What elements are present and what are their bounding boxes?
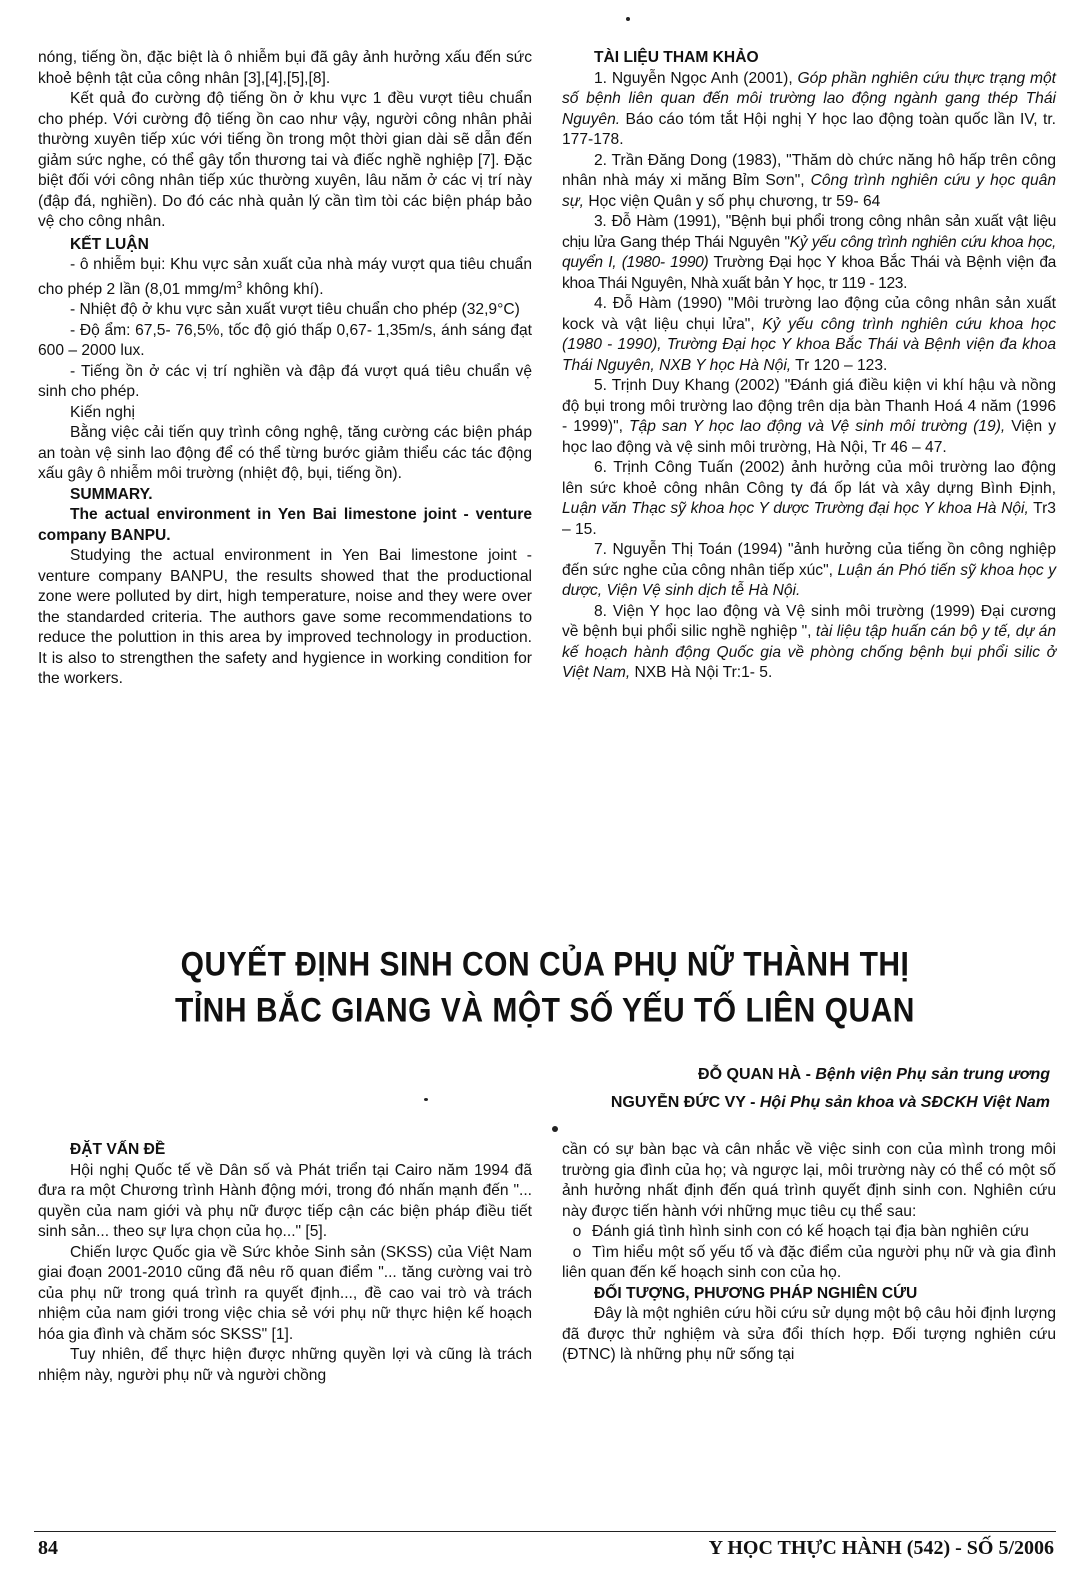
reference-item: 4. Đỗ Hàm (1990) "Môi trường lao động của công nhân sản xuất kock và vật liệu chụi lửa", Kỷ yếu công trình nghiên cứu khoa học (1980 - 1990), Trường Đại học Y khoa Bắc Thái và Bệnh viện đa khoa Thái Nguyên, NXB Y học Hà Nội, Tr 120 – 123. bbox=[562, 295, 1056, 374]
left-column-top bbox=[38, 48, 532, 690]
journal-name: Y HỌC THỰC HÀNH (542) - SỐ 5/2006 bbox=[708, 1537, 1054, 1559]
paragraph: Tuy nhiên, để thực hiện được những quyền lợi và cũng là trách nhiệm này, người phụ nữ và người chồng bbox=[38, 1346, 532, 1384]
paragraph: nóng, tiếng ồn, đặc biệt là ô nhiễm bụi đã gây ảnh hưởng xấu đến sức khoẻ bệnh tật của công nhân [3],[4],[5],[8]. bbox=[38, 49, 532, 87]
author-line-1: ĐỖ QUAN HÀ - Bệnh viện Phụ sản trung ương bbox=[698, 1066, 1050, 1083]
recommendation-label: Kiến nghị bbox=[70, 403, 136, 421]
objective-item: o Đánh giá tình hình sinh con có kế hoạch tại địa bàn nghiên cứu bbox=[562, 1222, 1056, 1243]
section-heading-methods: ĐỐI TƯỢNG, PHƯƠNG PHÁP NGHIÊN CỨU bbox=[594, 1284, 918, 1302]
print-speck bbox=[552, 1126, 558, 1132]
summary-text: Studying the actual environment in Yen Bai limestone joint - venture company BANPU, the results showed that the productional zone were polluted by dirt, high temperature, noise and they were over the standarded criteria. The authors gave some recommendations to reduce the poluttion in this area by improved technology in production. It is also to strengthen the safety and hygience in working condition for the workers. bbox=[38, 547, 532, 688]
paragraph: Chiến lược Quốc gia về Sức khỏe Sinh sản (SKSS) của Việt Nam giai đoạn 2001-2010 cũng đã nêu rõ quan điểm "... tăng cường vai trò của phụ nữ trong quá trình ra quyết định..., đề cao vai trò và trách nhiệm của nam giới trong việc chia sẻ với phụ nữ thực hiện kế hoạch hóa gia đình và chăm sóc SKSS" [1]. bbox=[38, 1243, 532, 1343]
conclusion-item: - ô nhiễm bụi: Khu vực sản xuất của nhà máy vượt qua tiêu chuẩn cho phép 2 lần (8,01 mmg/$m^3$ không khí). bbox=[38, 256, 532, 298]
article-title-line-1: QUYẾT ĐỊNH SINH CON CỦA PHỤ NỮ THÀNH THỊ bbox=[180, 945, 910, 984]
print-speck bbox=[424, 1098, 428, 1101]
reference-item: 3. Đỗ Hàm (1991), "Bệnh bụi phổi trong công nhân sản xuất vật liệu chịu lửa Gang thép Thái Nguyên "Kỷ yếu công trình nghiên cứu khoa học, quyển I, (1980- 1990) Trường Đại học Y khoa Bắc Thái và Bệnh viện đa khoa Thái Nguyên, Nhà xuất bản Y học, tr 119 - 123. bbox=[562, 213, 1057, 292]
reference-item: 8. Viện Y học lao động và Vệ sinh môi trường (1999) Đại cương về bệnh bụi phổi silic nghề nghiệp ", tài liệu tập huấn cán bộ y tế, dự án kế hoạch hành động Quốc gia về phòng chống bệnh bụi phổi silic ở Việt Nam, NXB Hà Nội Tr:1- 5. bbox=[562, 602, 1057, 681]
author-line-2: NGUYỄN ĐỨC VY - Hội Phụ sản khoa và SĐCKH Việt Nam bbox=[610, 1094, 1050, 1111]
section-heading-conclusion: KẾT LUẬN bbox=[70, 235, 149, 253]
reference-item: 6. Trịnh Công Tuấn (2002) ảnh hưởng của môi trường lao động lên sức khoẻ công nhân Công ty đá ốp lát và xây dựng Bình Định, Luận văn Thạc sỹ khoa học Y dược Trường đại học Y khoa Hà Nội, Tr3 – 15. bbox=[562, 459, 1056, 538]
objectives-column bbox=[562, 1140, 1056, 1366]
page-number: 84 bbox=[38, 1537, 58, 1559]
paragraph: Hội nghị Quốc tế về Dân số và Phát triển tại Cairo năm 1994 đã đưa ra một Chương trình Hành động mới, trong đó nhấn mạnh đến "... quyền của nam giới và phụ nữ được tiếp cận các biện pháp điều tiết sinh sản... theo sự lựa chọn của họ..." [5]. bbox=[38, 1161, 532, 1240]
footer-rule bbox=[34, 1531, 1056, 1532]
conclusion-item: - Tiếng ồn ở các vị trí nghiền và đập đá vượt quá tiêu chuẩn vệ sinh cho phép. bbox=[38, 362, 532, 401]
references-column bbox=[562, 48, 1056, 684]
bullet-icon: o bbox=[572, 1223, 582, 1240]
article-title-line-2: TỈNH BẮC GIANG VÀ MỘT SỐ YẾU TỐ LIÊN QUAN bbox=[175, 991, 915, 1030]
summary-title: The actual environment in Yen Bai limestone joint - venture company BANPU. bbox=[38, 506, 532, 544]
reference-item: 2. Trần Đăng Dong (1983), "Thăm dò chức năng hô hấp trên công nhân nhà máy xi măng Bỉm Sơn", Công trình nghiên cứu y học quân sự, Học viện Quân y số phụ chương, tr 59- 64 bbox=[562, 151, 1056, 210]
reference-item: 5. Trịnh Duy Khang (2002) "Đánh giá điều kiện vi khí hậu và nồng độ bụi trong môi trường lao động trên dịa bàn Thanh Hoá 4 năm (1996 - 1999)", Tập san Y học lao động và Vệ sinh môi trường (19), Viện y học lao động và vệ sinh môi trường, Hà Nội, Tr 46 – 47. bbox=[562, 377, 1057, 456]
reference-item: 7. Nguyễn Thị Toán (1994) "ảnh hưởng của tiếng ồn công nghiệp đến sức nghe của công nhân tiếp xúc", Luận án Phó tiến sỹ khoa học y dược, Viện Vệ sinh dịch tễ Hà Nội. bbox=[562, 541, 1056, 599]
reference-item: 1. Nguyễn Ngọc Anh (2001), Góp phần nghiên cứu thực trạng một số bệnh liên quan đến môi trường lao động ngành gang thép Thái Nguyên. Báo cáo tóm tắt Hội nghị Y học lao động toàn quốc lần IV, tr. 177-178. bbox=[562, 69, 1056, 148]
intro-column bbox=[38, 1140, 532, 1386]
print-speck bbox=[626, 17, 630, 21]
section-heading-introduction: ĐẶT VẤN ĐỀ bbox=[70, 1141, 166, 1158]
paragraph: cần có sự bàn bạc và cân nhắc về việc sinh con của mình trong môi trường gia đình của họ; và ngược lại, môi trường này có thể có một số ảnh hưởng nhất định đến quá trình quyết định sinh con. Nghiên cứu này được tiến hành với những mục tiêu cụ thể sau: bbox=[562, 1141, 1056, 1220]
bullet-icon: o bbox=[572, 1243, 582, 1261]
recommendation-text: Bằng việc cải tiến quy trình công nghệ, tăng cường các biện pháp an toàn vệ sinh lao động để có thể từng bước giảm thiểu các tác động xấu gây ô nhiễm môi trường (nhiệt độ, bụi, tiếng ồn). bbox=[38, 424, 532, 483]
objective-item: o Tìm hiểu một số yếu tố và đặc điểm của người phụ nữ và gia đình liên quan đến kế hoạch sinh con của họ. bbox=[562, 1243, 1056, 1281]
conclusion-item: - Nhiệt độ ở khu vực sản xuất vượt tiêu chuẩn cho phép (32,9°C) bbox=[70, 301, 520, 319]
conclusion-item: - Độ ẩm: 67,5- 76,5%, tốc độ gió thấp 0,67- 1,35m/s, ánh sáng đạt 600 – 2000 lux. bbox=[38, 321, 532, 360]
paragraph: Đây là một nghiên cứu hồi cứu sử dụng một bộ câu hỏi định lượng đã được thử nghiệm và sửa đổi thích hợp. Đối tượng nghiên cứu (ĐTNC) là những phụ nữ sống tại bbox=[562, 1305, 1056, 1363]
references-heading: TÀI LIỆU THAM KHẢO bbox=[594, 49, 759, 66]
paragraph: Kết quả đo cường độ tiếng ồn ở khu vực 1 đều vượt tiêu chuẩn cho phép. Với cường độ tiếng ồn cao như vậy, người công nhân phải thường xuyên tiếp xúc với tiếng ồn trong một thời gian dài sẽ dẫn đến giảm sức nghe, có thể gây tổn thương tai và điếc nghề nghiệp [7]. Đặc biệt đối với công nhân tiếp xúc thường xuyên, lâu năm ở các vị trí này (đập đá, nghiền). Do đó các nhà quản lý cần tìm tòi các biện pháp bảo vệ cho công nhân. bbox=[38, 90, 532, 230]
summary-heading: SUMMARY. bbox=[70, 485, 153, 503]
